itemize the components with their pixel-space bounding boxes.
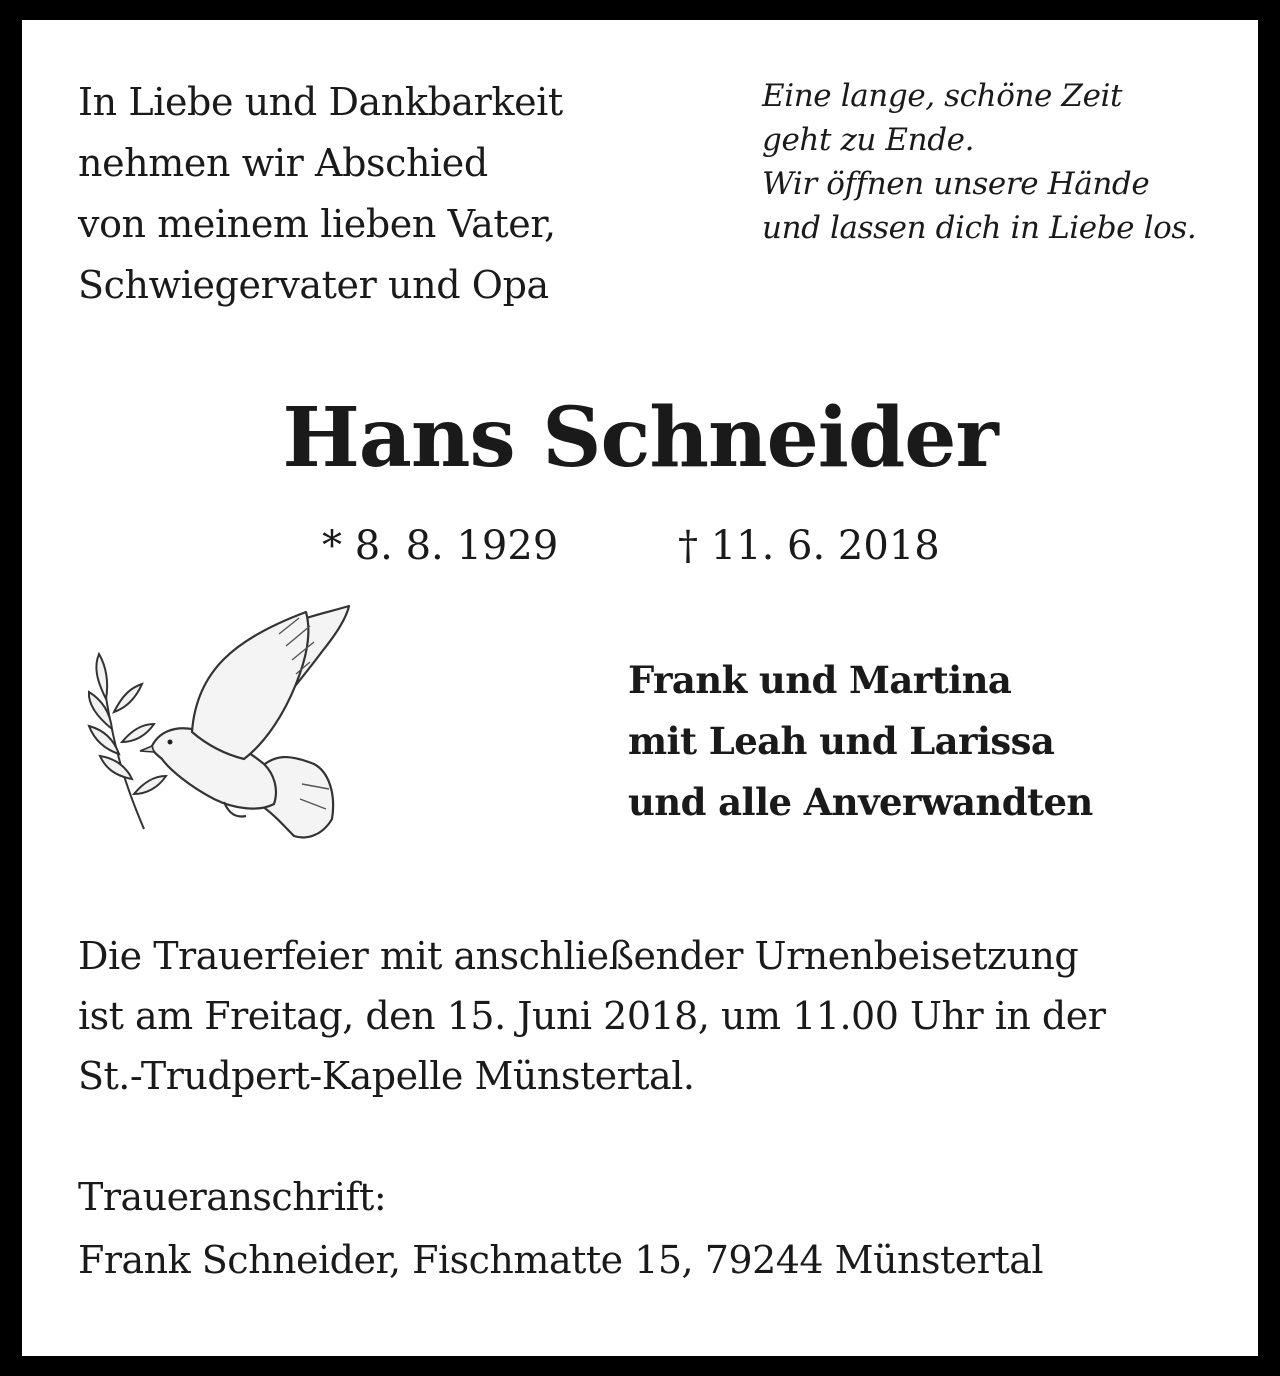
intro-line: nehmen wir Abschied bbox=[78, 141, 488, 185]
obituary-card bbox=[22, 20, 1258, 1356]
family-line: mit Leah und Larissa bbox=[628, 719, 1055, 763]
poem-line: und lassen dich in Liebe los. bbox=[762, 210, 1197, 246]
death-date: † 11. 6. 2018 bbox=[678, 523, 940, 569]
deceased-name: Hans Schneider bbox=[282, 390, 998, 486]
intro-text bbox=[78, 72, 563, 316]
service-info bbox=[78, 926, 1208, 1106]
service-line: ist am Freitag, den 15. Juni 2018, um 11.00 Uhr in der bbox=[78, 994, 1106, 1038]
service-line: Die Trauerfeier mit anschließender Urnenbeisetzung bbox=[78, 934, 1079, 978]
dove-with-olive-branch-icon bbox=[74, 604, 364, 844]
mourning-address bbox=[78, 1166, 1043, 1292]
family-line: und alle Anverwandten bbox=[628, 780, 1093, 824]
intro-line: von meinem lieben Vater, bbox=[78, 202, 556, 246]
service-line: St.-Trudpert-Kapelle Münstertal. bbox=[78, 1054, 695, 1098]
poem-line: Wir öffnen unsere Hände bbox=[762, 166, 1150, 202]
family-line: Frank und Martina bbox=[628, 658, 1012, 702]
intro-line: Schwiegervater und Opa bbox=[78, 263, 549, 307]
poem-text bbox=[762, 74, 1196, 250]
address-label: Traueranschrift: bbox=[78, 1175, 387, 1219]
birth-date: * 8. 8. 1929 bbox=[322, 523, 559, 569]
family-names bbox=[628, 650, 1093, 833]
poem-line: geht zu Ende. bbox=[762, 122, 975, 158]
intro-line: In Liebe und Dankbarkeit bbox=[78, 80, 563, 124]
poem-line: Eine lange, schöne Zeit bbox=[762, 78, 1123, 114]
address-line: Frank Schneider, Fischmatte 15, 79244 Münstertal bbox=[78, 1238, 1044, 1282]
